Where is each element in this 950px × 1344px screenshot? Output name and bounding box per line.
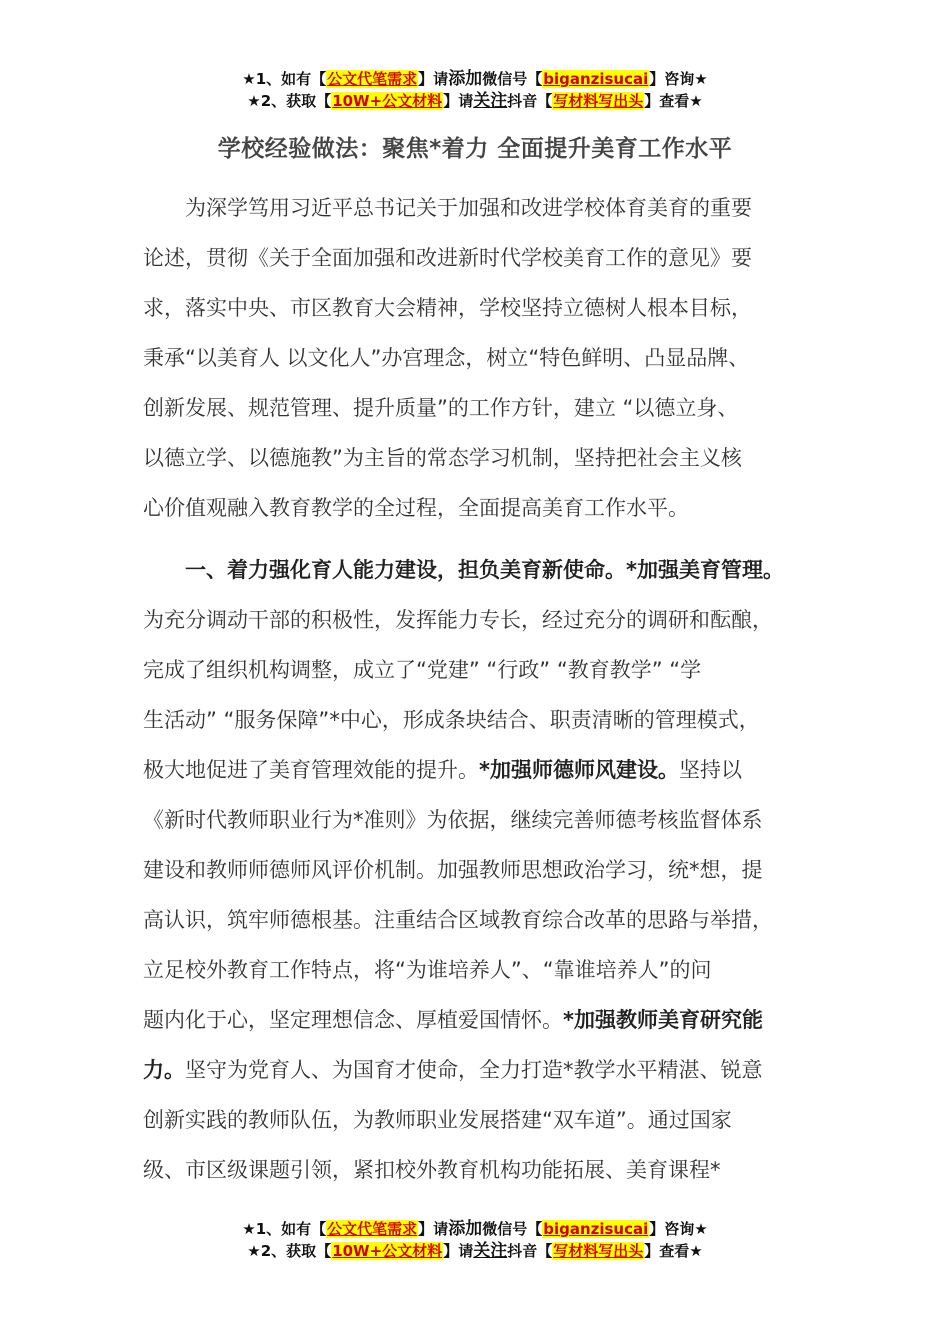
footer-banner <box>0 1218 950 1262</box>
text-line: 创新发展、规范管理、提升质量”的工作方针，建立 “以德立身、 <box>143 396 739 420</box>
paragraph-section-1 <box>143 545 833 1195</box>
text-line: 建设和教师师德师风评价机制。加强教师思想政治学习，统*想，提 <box>143 858 763 882</box>
text-line: 《新时代教师职业行为*准则》为依据，继续完善师德考核监督体系 <box>143 808 763 832</box>
banner-text: 微信号【 <box>482 70 543 88</box>
banner-highlight-materials[interactable]: 10W+公文材料 <box>332 1242 443 1260</box>
banner-highlight-wechat-id[interactable]: biganzisucai <box>543 1220 649 1238</box>
banner-emphasis: 添加 <box>448 69 483 89</box>
banner-highlight-douyin[interactable]: 写材料写出头 <box>553 92 644 110</box>
text-line <box>143 745 833 795</box>
text-line: 级、市区级课题引领，紧扣校外教育机构功能拓展、美育课程* <box>143 1158 721 1182</box>
banner-text: 】咨询★ <box>649 70 708 88</box>
text-line: 立足校外教育工作特点，将“为谁培养人”、“靠谁培养人”的问 <box>143 958 712 982</box>
banner-text: 】请 <box>443 92 474 110</box>
banner-highlight-materials[interactable]: 10W+公文材料 <box>332 92 443 110</box>
text-run: 坚守为党育人、为国育才使命，全力打造*教学水平精湛、锐意 <box>185 1058 763 1082</box>
text-line: 秉承“以美育人 以文化人”办宫理念，树立“特色鲜明、凸显品牌、 <box>143 346 750 370</box>
banner-line-2 <box>0 90 950 112</box>
section-heading: 一、着力强化育人能力建设，担负美育新使命。*加强美育管理。 <box>143 558 784 582</box>
bold-subheading: *加强师德师风建设。 <box>479 758 679 782</box>
banner-highlight-service[interactable]: 公文代笔需求 <box>327 70 418 88</box>
text-line: 完成了组织机构调整，成立了“党建” “行政” “教育教学” “学 <box>143 658 702 682</box>
banner-text: ★1、如有【 <box>242 1220 327 1238</box>
banner-text: 】请 <box>443 1242 474 1260</box>
text-line: 创新实践的教师队伍，为教师职业发展搭建“双车道”。通过国家 <box>143 1108 732 1132</box>
text-line: 生活动” “服务保障”*中心，形成条块结合、职责清晰的管理模式， <box>143 708 760 732</box>
text-run: 题内化于心，坚定理想信念、厚植爱国情怀。 <box>143 1008 563 1032</box>
banner-line-1 <box>0 68 950 90</box>
banner-highlight-service[interactable]: 公文代笔需求 <box>327 1220 418 1238</box>
banner-text: 抖音【 <box>507 1242 553 1260</box>
bold-subheading: *加强教师美育研究能 <box>563 1008 763 1032</box>
text-line: 高认识，筑牢师德根基。注重结合区域教育综合改革的思路与举措， <box>143 908 773 932</box>
banner-text: 】请 <box>418 70 449 88</box>
banner-text: 】请 <box>418 1220 449 1238</box>
banner-text: 】查看★ <box>644 92 703 110</box>
banner-line-1 <box>0 1218 950 1240</box>
text-line: 心价值观融入教育教学的全过程，全面提高美育工作水平。 <box>143 496 689 520</box>
banner-highlight-wechat-id[interactable]: biganzisucai <box>543 70 649 88</box>
banner-emphasis: 添加 <box>448 1219 483 1239</box>
banner-emphasis: 关注 <box>473 91 508 111</box>
banner-highlight-douyin[interactable]: 写材料写出头 <box>553 1242 644 1260</box>
text-line: 求，落实中央、市区教育大会精神，学校坚持立德树人根本目标， <box>143 296 752 320</box>
header-banner <box>0 68 950 112</box>
text-run: 极大地促进了美育管理效能的提升。 <box>143 758 479 782</box>
text-line: 以德立学、以德施教”为主旨的常态学习机制，坚持把社会主义核 <box>143 446 742 470</box>
text-run: 坚持以 <box>678 758 742 782</box>
text-line <box>143 1045 833 1095</box>
paragraph-intro <box>143 183 833 533</box>
text-line: 为深学笃用习近平总书记关于加强和改进学校体育美育的重要 <box>143 196 752 220</box>
banner-text: ★1、如有【 <box>242 70 327 88</box>
banner-text: 】查看★ <box>644 1242 703 1260</box>
banner-text: ★2、获取【 <box>247 1242 332 1260</box>
text-line: 论述，贯彻《关于全面加强和改进新时代学校美育工作的意见》要 <box>143 246 752 270</box>
banner-text: 微信号【 <box>482 1220 543 1238</box>
banner-emphasis: 关注 <box>473 1241 508 1261</box>
text-line: 为充分调动干部的积极性，发挥能力专长，经过充分的调研和酝酿， <box>143 608 773 632</box>
banner-text: 抖音【 <box>507 92 553 110</box>
text-line <box>143 995 833 1045</box>
banner-text: 】咨询★ <box>649 1220 708 1238</box>
banner-text: ★2、获取【 <box>247 92 332 110</box>
bold-subheading: 力。 <box>143 1058 185 1082</box>
banner-line-2 <box>0 1240 950 1262</box>
document-title: 学校经验做法：聚焦*着力 全面提升美育工作水平 <box>217 136 733 162</box>
